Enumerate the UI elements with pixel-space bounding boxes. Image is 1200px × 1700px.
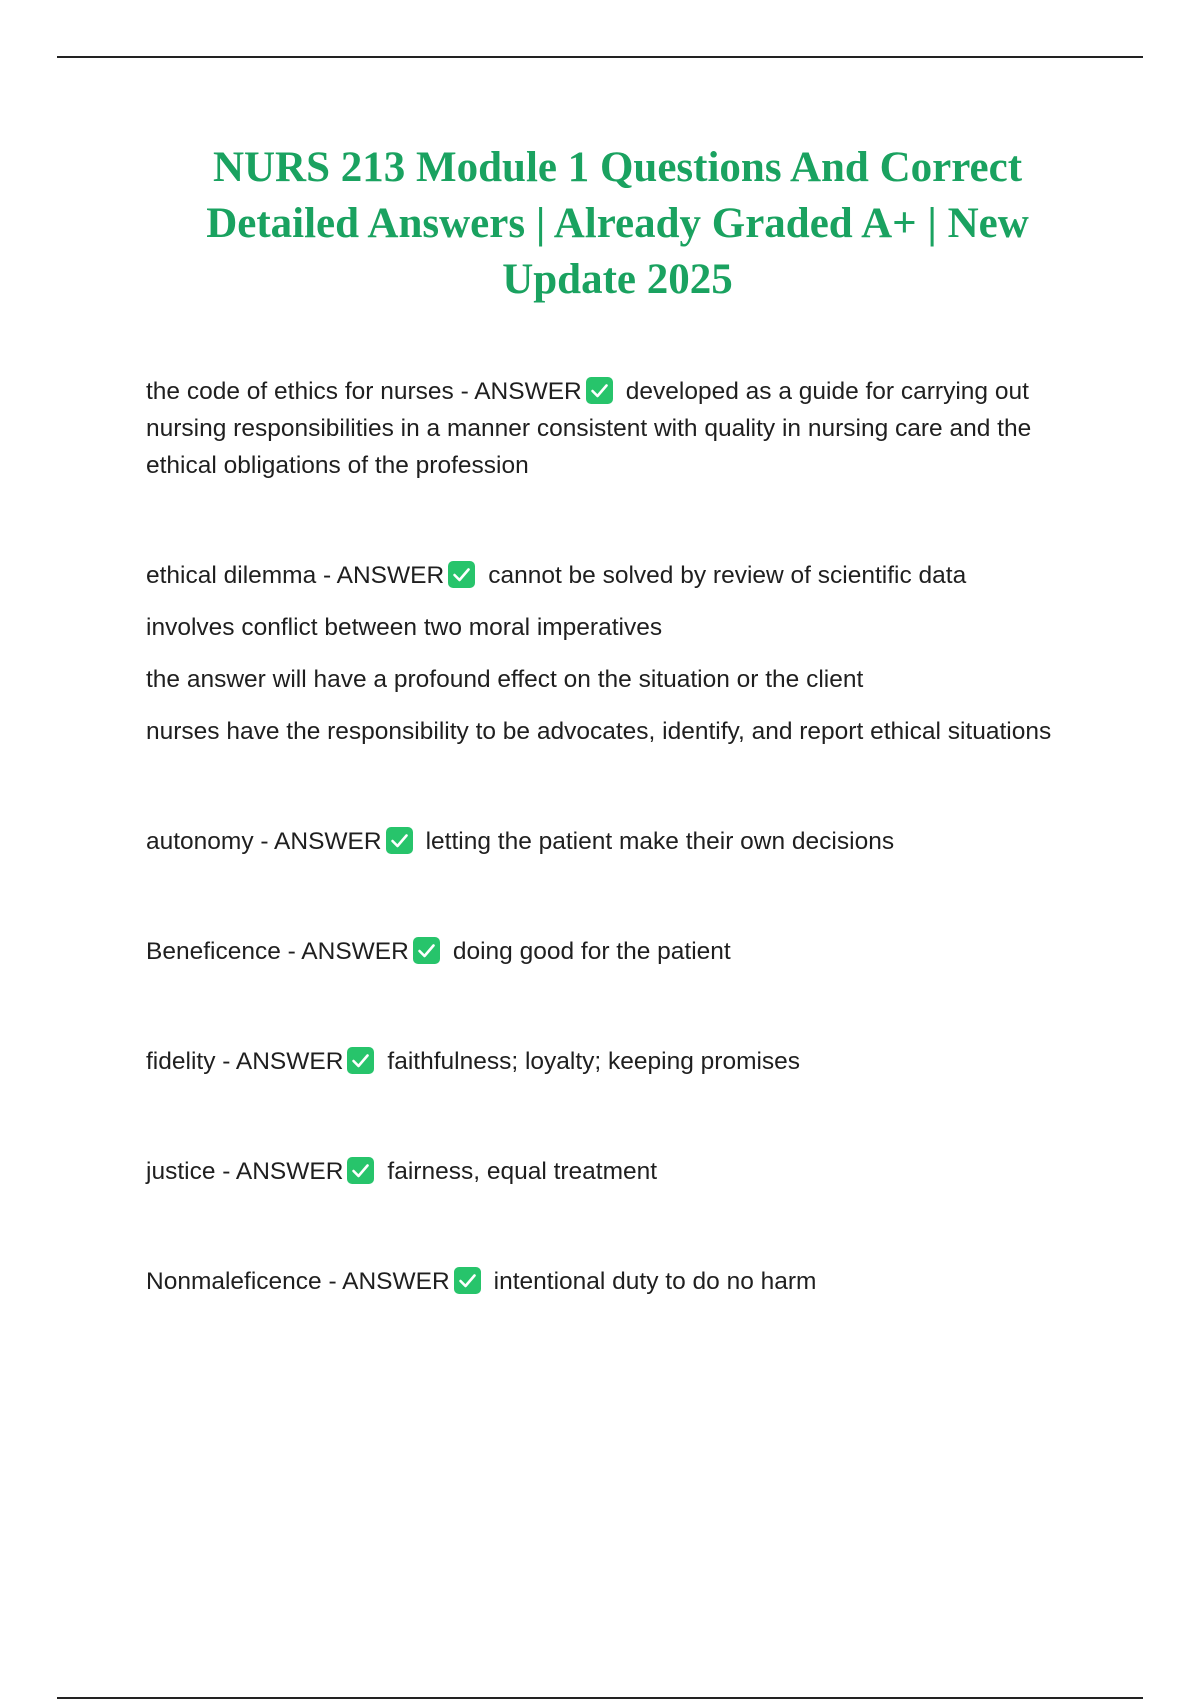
qa-entry: Beneficence - ANSWER doing good for the patient <box>146 938 731 965</box>
answer-marker: ANSWER <box>274 828 382 855</box>
entry-answer: developed as a guide for carrying out nursing responsibilities in a manner consistent with quality in nursing care and the ethical obligations of the profession <box>146 378 1032 479</box>
check-mark-icon <box>413 937 440 964</box>
entry-answer: fairness, equal treatment <box>387 1158 658 1185</box>
entry-term: autonomy <box>146 828 254 855</box>
entry-detail: nurses have the responsibility to be advocates, identify, and report ethical situations <box>146 718 1052 745</box>
entry-term: fidelity <box>146 1048 216 1075</box>
answer-marker: ANSWER <box>336 562 445 589</box>
check-mark-icon <box>347 1157 374 1184</box>
answer-marker: ANSWER <box>342 1268 450 1295</box>
answer-marker: ANSWER <box>235 1158 344 1185</box>
qa-entry: ethical dilemma - ANSWER cannot be solved by review of scientific data involves conflict between two moral imperatives the answer will have a profound effect on the situation or the client nurses have the responsibility to be advocates, identify, and report ethical situations <box>146 557 1106 750</box>
answer-marker: ANSWER <box>235 1048 344 1075</box>
entry-term: the code of ethics for nurses <box>146 378 454 405</box>
entry-term: Beneficence <box>146 938 281 965</box>
qa-entry: Nonmaleficence - ANSWER intentional duty to do no harm <box>146 1268 817 1295</box>
bottom-rule <box>57 1697 1143 1699</box>
entry-detail: involves conflict between two moral imperatives <box>146 614 663 641</box>
answer-marker: ANSWER <box>301 938 409 965</box>
entry-answer: intentional duty to do no harm <box>493 1268 817 1295</box>
entry-answer: cannot be solved by review of scientific data <box>488 562 967 589</box>
entry-term: ethical dilemma <box>146 562 317 589</box>
check-mark-icon <box>347 1047 374 1074</box>
qa-entry: the code of ethics for nurses - ANSWER developed as a guide for carrying out nursing responsibilities in a manner consistent with quality in nursing care and the ethical obligations of the profession <box>146 378 1032 479</box>
qa-entry: fidelity - ANSWER faithfulness; loyalty; keeping promises <box>146 1048 801 1075</box>
answer-marker: ANSWER <box>474 378 582 405</box>
entry-term: Nonmaleficence <box>146 1268 322 1295</box>
check-mark-icon <box>386 827 413 854</box>
check-mark-icon <box>586 377 613 404</box>
entry-answer: letting the patient make their own decisions <box>425 828 895 855</box>
qa-entry: autonomy - ANSWER letting the patient make their own decisions <box>146 828 895 855</box>
entry-answer: doing good for the patient <box>452 938 731 965</box>
entry-term: justice <box>146 1158 216 1185</box>
top-rule <box>57 56 1143 58</box>
check-mark-icon <box>454 1267 481 1294</box>
qa-list <box>146 373 1106 1300</box>
entry-answer: faithfulness; loyalty; keeping promises <box>387 1048 801 1075</box>
check-mark-icon <box>448 561 475 588</box>
document-title: NURS 213 Module 1 Questions And Correct Detailed Answers | Already Graded A+ | New Update 2025 <box>206 144 1029 303</box>
entry-detail: the answer will have a profound effect on the situation or the client <box>146 666 864 693</box>
qa-entry: justice - ANSWER fairness, equal treatment <box>146 1158 658 1185</box>
